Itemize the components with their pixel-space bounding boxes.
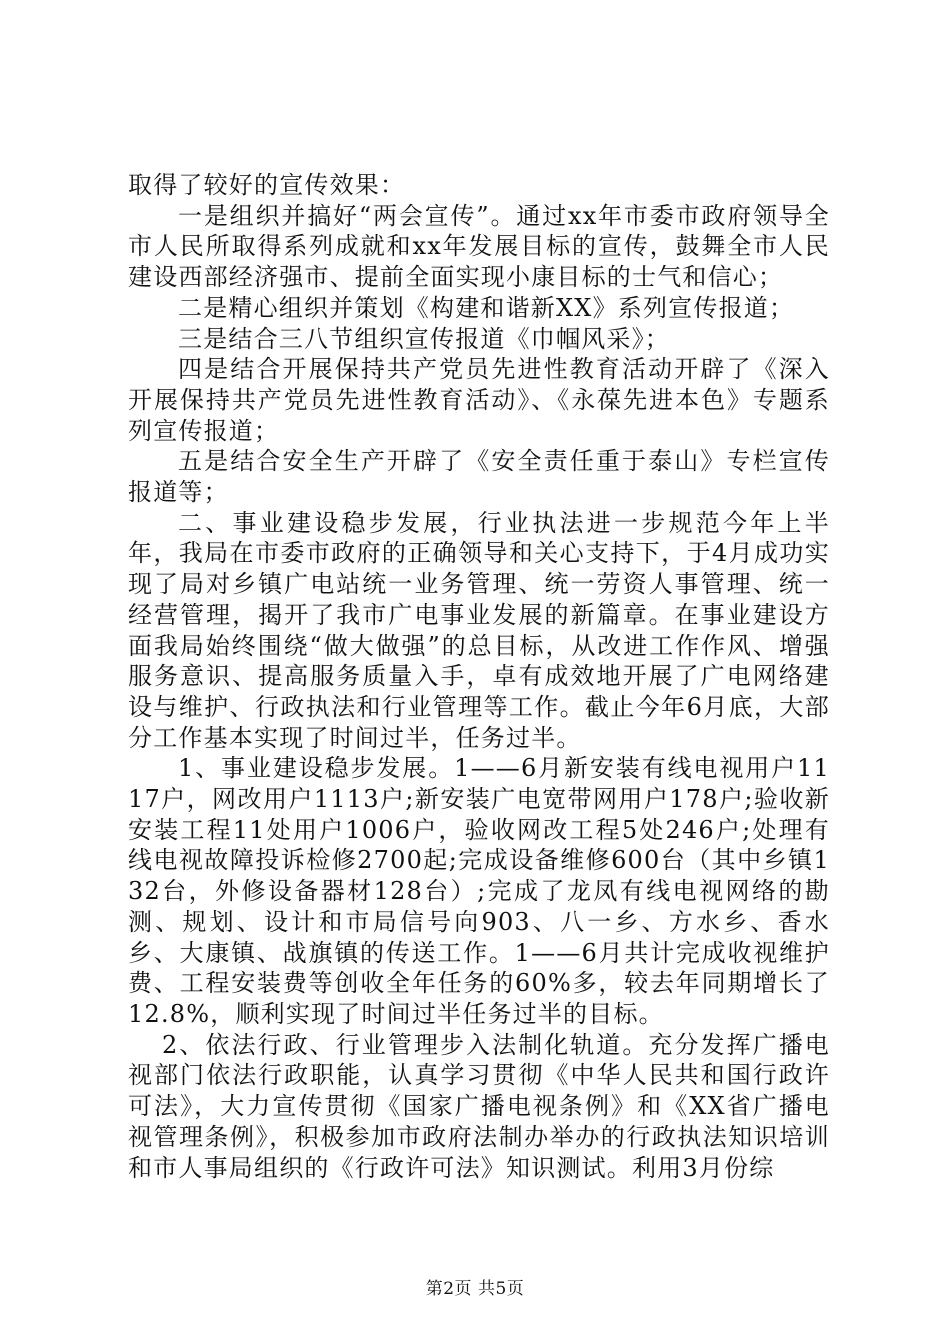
paragraph-section-two: 二、事业建设稳步发展，行业执法进一步规范今年上半年，我局在市委市政府的正确领导和关心支持下，于4月成功实现了局对乡镇广电站统一业务管理、统一劳资人事管理、统一经营管理，揭开了我市广电事业发展的新篇章。在事业建设方面我局始终围绕“做大做强”的总目标，从改进工作作风、增强服务意识、提高服务质量入手，卓有成效地开展了广电网络建设与维护、行政执法和行业管理等工作。截止今年6月底，大部分工作基本实现了时间过半，任务过半。 [128, 508, 830, 752]
paragraph-continuation: 取得了较好的宣传效果： [128, 171, 406, 199]
paragraph-item-five: 五是结合安全生产开辟了《安全责任重于泰山》专栏宣传报道等； [128, 447, 830, 507]
document-body [128, 170, 830, 1183]
paragraph-item-two: 二是精心组织并策划《构建和谐新XX》系列宣传报道； [178, 293, 795, 322]
paragraph-subsection-two: 2、依法行政、行业管理步入法制化轨道。充分发挥广播电视部门依法行政职能，认真学习贯彻《中华人民共和国行政许可法》，大力宣传贯彻《国家广播电视条例》和《XX省广播电视管理条例》，积极参加市政府法制办举办的行政执法知识培训和市人事局组织的《行政许可法》知识测试。利用3月份综 [128, 1030, 830, 1182]
paragraph-item-four: 四是结合开展保持共产党员先进性教育活动开辟了《深入开展保持共产党员先进性教育活动》、《永葆先进本色》专题系列宣传报道； [128, 355, 830, 445]
paragraph-subsection-one: 1、事业建设稳步发展。1——6月新安装有线电视用户1117户，网改用户1113户;新安装广电宽带网用户178户;验收新安装工程11处用户1006户，验收网改工程5处246户;处理有线电视故障投诉检修2700起;完成设备维修600台（其中乡镇132台，外修设备器材128台）;完成了龙凤有线电视网络的勘测、规划、设计和市局信号向903、八一乡、方水乡、香水乡、大康镇、战旗镇的传送工作。1——6月共计完成收视维护费、工程安装费等创收全年任务的60%多，较去年同期增长了12.8%，顺利实现了时间过半任务过半的目标。 [128, 754, 830, 1028]
page-number-footer: 第2页 共5页 [425, 1279, 525, 1299]
paragraph-item-three: 三是结合三八节组织宣传报道《巾帼风采》； [178, 324, 670, 353]
paragraph-item-one: 一是组织并搞好“两会宣传”。通过xx年市委市政府领导全市人民所取得系列成就和xx年发展目标的宣传，鼓舞全市人民建设西部经济强市、提前全面实现小康目标的士气和信心； [128, 201, 830, 292]
